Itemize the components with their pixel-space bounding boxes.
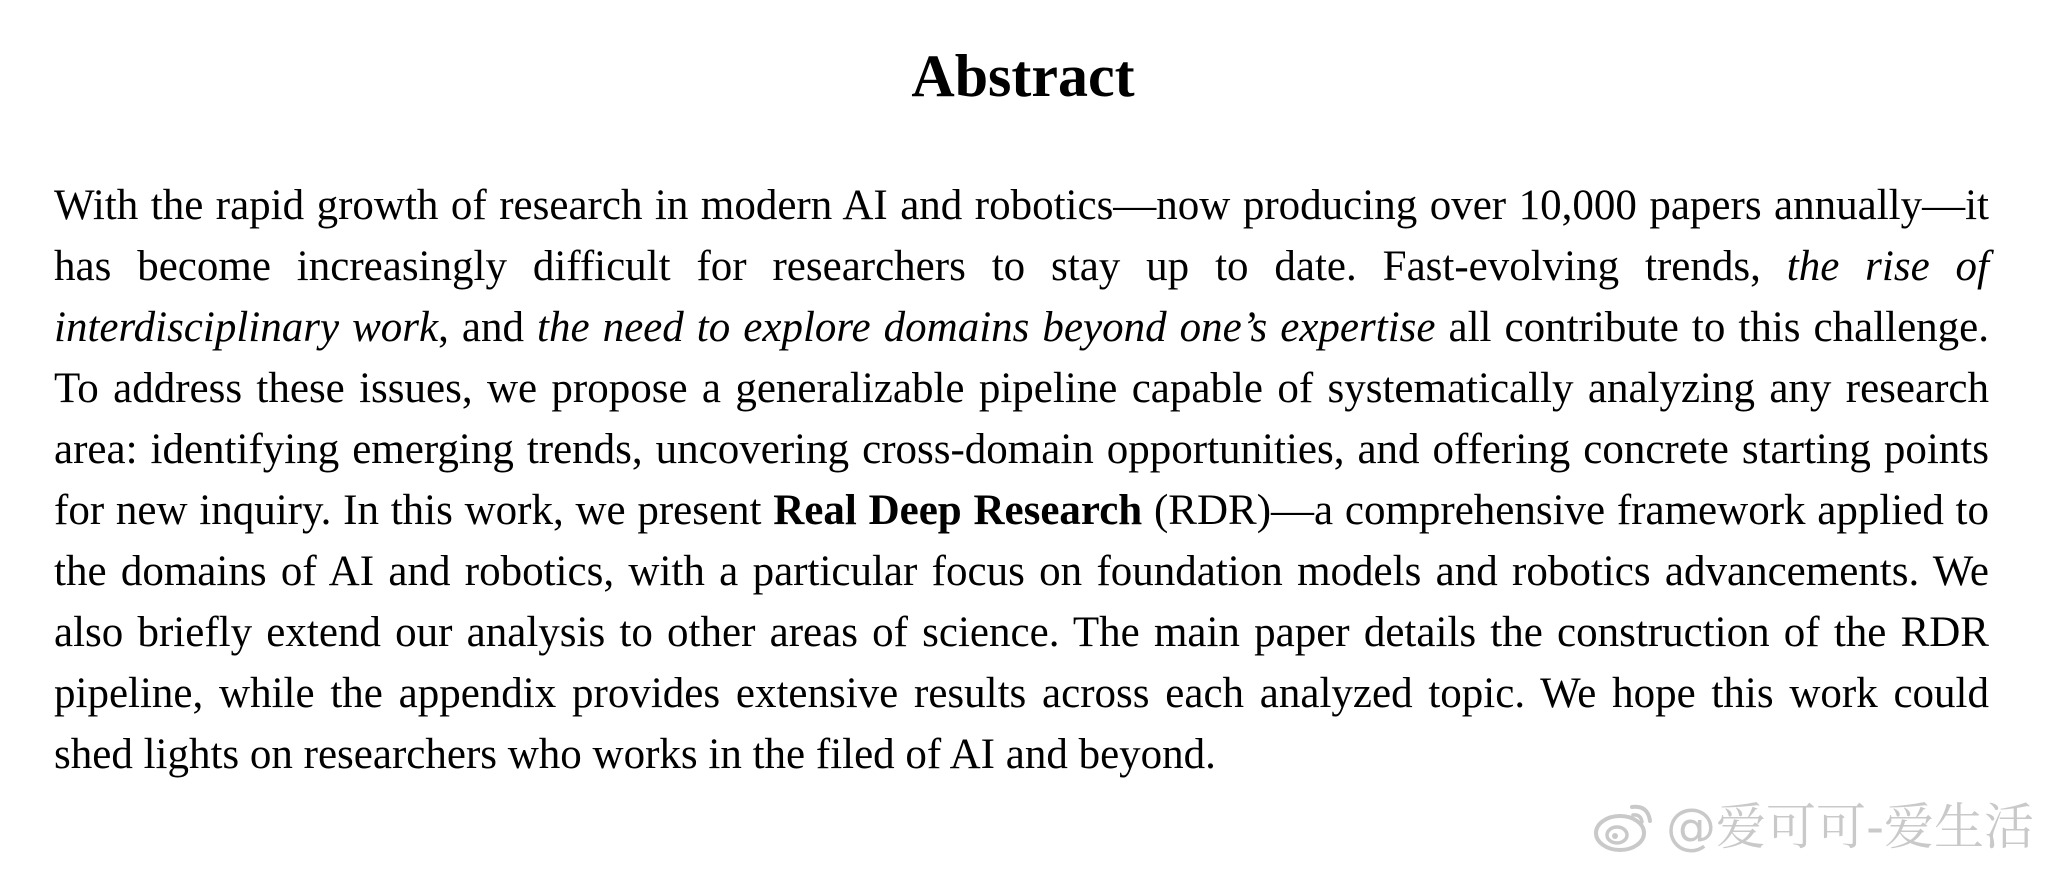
watermark-text: @爱可可-爱生活: [1665, 798, 2034, 856]
weibo-logo-icon: [1592, 799, 1656, 855]
abstract-text-segment: (RDR)—a comprehensive framework applied to the domains of AI and robotics, with a particular focus on foundation models and robotics advancements. We also briefly extend our analysis to other areas of science. The main paper details the construction of the RDR pipeline, while the appendix provides extensive results across each analyzed topic. We hope this work could shed lights on researchers who works in the filed of AI and beyond.: [54, 487, 1989, 778]
abstract-emphasis: the need to explore domains beyond one’s expertise: [537, 304, 1436, 351]
watermark: [1592, 792, 2034, 862]
abstract-text-segment: all contribute to this challenge. To address these issues, we propose a generalizable pipeline capable of systematically analyzing any research area: identifying emerging trends, uncovering cross-domain opportunities, and offering concrete starting points for new inquiry. In this work, we present: [54, 304, 1990, 534]
abstract-emphasis: the rise of interdisciplinary work: [54, 243, 1989, 351]
abstract-text-segment: , and: [438, 304, 538, 351]
abstract-framework-name: Real Deep Research: [773, 487, 1143, 534]
abstract-text-segment: With the rapid growth of research in modern AI and robotics—now producing over 10,000 papers annually—it has become increasingly difficult for researchers to stay up to date. Fast-evolving trends,: [54, 182, 1989, 290]
abstract-body: [54, 175, 1989, 785]
abstract-heading: Abstract: [911, 43, 1135, 109]
